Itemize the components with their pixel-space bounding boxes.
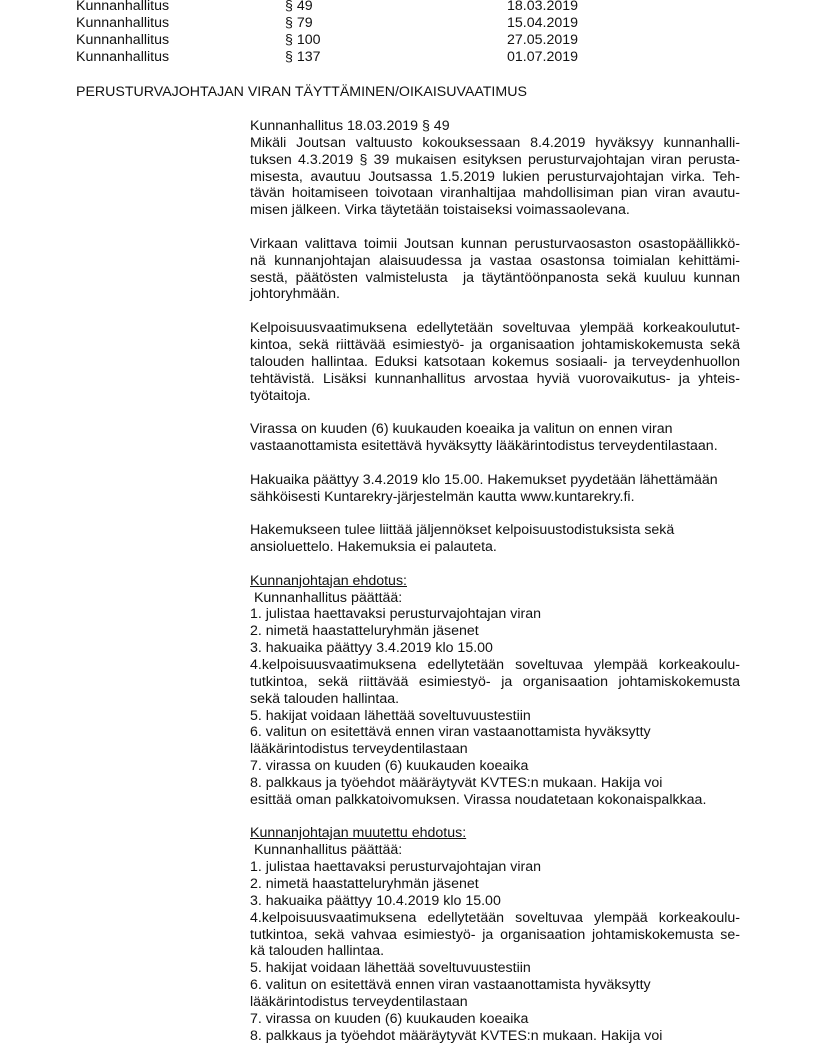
text-line: 5. hakijat voidaan lähettää soveltuvuustestiin [250,707,531,724]
meeting-date: 27.05.2019 [507,31,579,48]
text-line: johtoryhmään. [250,286,340,303]
text-line: 1. julistaa haettavaksi perusturvajohtajan viran [250,859,542,876]
text-line: 4.kelpoisuusvaatimuksena edellytetään soveltuvaa ylempää korkeakoulu- [250,657,740,673]
text-line: sähköisesti Kuntarekry-järjestelmän kautta www.kuntarekry.fi. [250,488,635,505]
meeting-body: Kunnanhallitus [76,48,170,65]
text-line: tuksen 4.3.2019 § 39 mukaisen esityksen perusturvajohtajan viran perusta- [250,151,740,168]
text-line: 3. hakuaika päättyy 3.4.2019 klo 15.00 [250,640,493,657]
text-line: Mikäli Joutsan valtuusto kokouksessaan 8.4.2019 hyväksyy kunnanhalli- [250,134,740,151]
meeting-section: § 79 [285,14,313,31]
text-line: tävän hoitamiseen toivotaan viranhaltijaa mahdollisiman pian viran avautu- [250,185,740,202]
paragraph-gap [250,219,740,236]
text-line: 8. palkkaus ja työehdot määräytyvät KVTES:n mukaan. Hakija voi [250,1027,663,1044]
text-line: 2. nimetä haastatteluryhmän jäsenet [250,875,479,892]
paragraph-gap [250,809,740,826]
text-line: Kunnanhallitus päättää: [250,589,403,606]
meeting-section: § 137 [285,48,321,65]
text-line: 7. virassa on kuuden (6) kuukauden koeaika [250,1010,529,1027]
text-line: Kunnanhallitus päättää: [250,842,403,859]
meeting-date: 15.04.2019 [507,14,579,31]
text-line: lääkärintodistus terveydentilastaan [250,741,468,758]
text-line: talouden hallintaa. Eduksi katsotaan kokemus sosiaali- ja terveydenhuollon [250,353,740,370]
paragraph-gap [250,404,740,421]
text-line: 6. valitun on esitettävä ennen viran vastaanottamista hyväksytty [250,977,651,994]
text-line: tutkintoa, sekä riittävää esimiestyö- ja organisaation johtamiskokemusta [250,673,740,690]
text-line: 7. virassa on kuuden (6) kuukauden koeaika [250,758,529,775]
meeting-date: 18.03.2019 [507,0,579,14]
text-line: 8. palkkaus ja työehdot määräytyvät KVTES:n mukaan. Hakija voi [250,774,663,791]
text-line: misesta, avautuu Joutsassa 1.5.2019 lukien perusturvajohtajan virka. Teh- [250,168,740,185]
text-line: sekä talouden hallintaa. [250,690,400,707]
text-line: lääkärintodistus terveydentilastaan [250,993,468,1010]
meeting-date: 01.07.2019 [507,48,579,65]
meeting-body: Kunnanhallitus [76,31,170,48]
text-line: tutkintoa, sekä vahvaa esimiestyö- ja organisaation johtamiskokemusta se- [250,926,740,943]
text-line: vastaanottamista esitettävä hyväksytty lääkärintodistus terveydentilastaan. [250,438,718,455]
text-line: Virkaan valittava toimii Joutsan kunnan perusturvaosaston osastopäällikkö- [250,235,740,252]
meeting-body: Kunnanhallitus [76,0,170,14]
text-line: Kelpoisuusvaatimuksena edellytetään soveltuvaa ylempää korkeakoulutut- [250,320,740,337]
text-line: 3. hakuaika päättyy 10.4.2019 klo 15.00 [250,892,501,909]
section-heading: Kunnanjohtajan muutettu ehdotus: [250,825,467,842]
text-line: Virassa on kuuden (6) kuukauden koeaika ja valitun on ennen viran [250,421,673,438]
text-line: 1. julistaa haettavaksi perusturvajohtajan viran [250,606,542,623]
paragraph-gap [250,556,740,573]
text-line: Kunnanhallitus 18.03.2019 § 49 [250,118,450,134]
paragraph-gap [250,455,740,472]
text-line: 4.kelpoisuusvaatimuksena edellytetään soveltuvaa ylempää korkeakoulu- [250,909,740,926]
section-heading: Kunnanjohtajan ehdotus: [250,572,407,589]
text-line: 2. nimetä haastatteluryhmän jäsenet [250,623,479,640]
text-line: misen jälkeen. Virka täytetään toistaiseksi voimassaolevana. [250,202,630,219]
text-line: Hakemukseen tulee liittää jäljennökset kelpoisuustodistuksista sekä [250,522,675,539]
text-line: Hakuaika päättyy 3.4.2019 klo 15.00. Hakemukset pyydetään lähettämään [250,471,718,488]
text-line: nä kunnanjohtajan alaisuudessa ja vastaa osastonsa toimialan kehittämi- [250,252,740,269]
text-line: sestä, päätösten valmistelusta ja täytäntöönpanosta sekä kuuluu kunnan [250,269,740,286]
paragraph-gap [250,505,740,522]
text-line: kintoa, sekä riittävää esimiestyö- ja organisaation johtamiskokemusta sekä [250,336,740,353]
meeting-body: Kunnanhallitus [76,14,170,31]
text-line: 5. hakijat voidaan lähettää soveltuvuustestiin [250,960,531,977]
paragraph-gap [250,303,740,320]
text-line: esittää oman palkkatoivomuksen. Virassa noudatetaan kokonaispalkkaa. [250,791,707,808]
document-title: PERUSTURVAJOHTAJAN VIRAN TÄYTTÄMINEN/OIKAISUVAATIMUS [76,84,527,100]
meeting-section: § 100 [285,31,321,48]
text-line: ansioluettelo. Hakemuksia ei palauteta. [250,539,497,556]
text-line: kä talouden hallintaa. [250,943,385,960]
text-line: 6. valitun on esitettävä ennen viran vastaanottamista hyväksytty [250,724,651,741]
text-line: työtaitoja. [250,387,311,404]
meeting-section: § 49 [285,0,313,14]
document-body [250,118,740,1044]
text-line: tehtävistä. Lisäksi kunnanhallitus arvostaa hyviä vuorovaikutus- ja yhteis- [250,370,740,387]
